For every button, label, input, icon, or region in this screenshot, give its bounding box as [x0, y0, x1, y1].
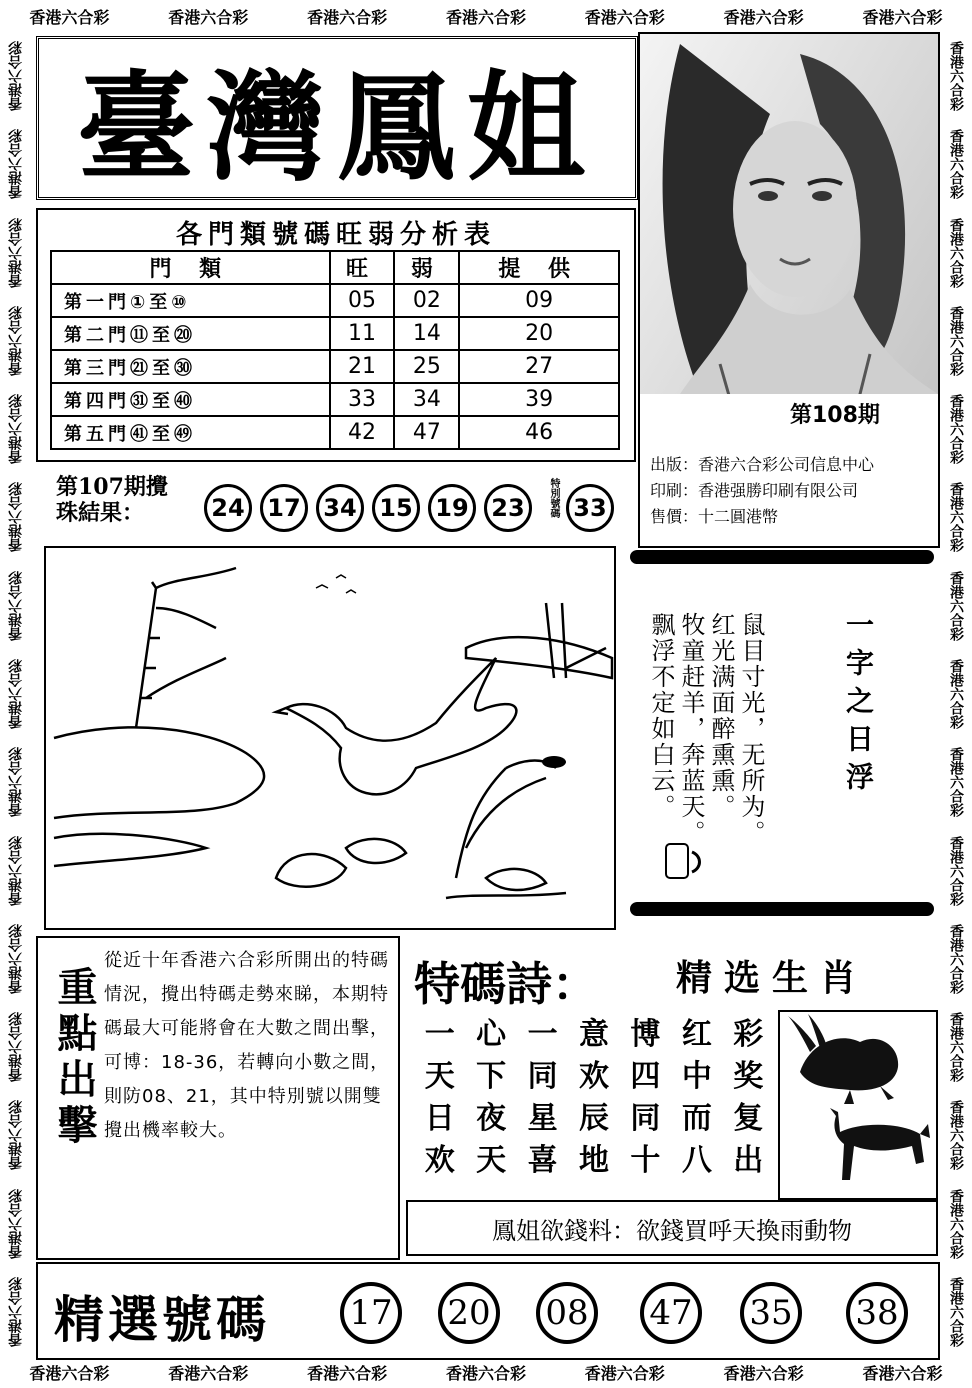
pick-ball: 38	[846, 1282, 908, 1344]
row-category: 第二門⑪至⑳	[51, 317, 330, 350]
row-offer: 09	[459, 284, 619, 317]
border-text: 香港六合彩	[8, 747, 24, 818]
poem-char: 天	[424, 1059, 455, 1094]
poem-bottom-bar	[630, 902, 934, 916]
border-text: 香港六合彩	[8, 1188, 24, 1259]
pick-ball: 17	[340, 1282, 402, 1344]
row-weak: 02	[394, 284, 459, 317]
seal-stamp-icon	[664, 842, 704, 882]
border-text: 香港六合彩	[8, 394, 24, 465]
table-row	[51, 284, 619, 317]
bird-bamboo-illustration	[46, 548, 614, 928]
previous-results-label	[56, 474, 168, 526]
border-text: 香港六合彩	[948, 305, 964, 376]
row-category: 第四門㉛至㊵	[51, 383, 330, 416]
pick-ball: 47	[640, 1282, 702, 1344]
poem-char: 出	[733, 1143, 764, 1178]
poem-char: 地	[578, 1143, 609, 1178]
row-strong: 11	[330, 317, 395, 350]
border-text: 香港六合彩	[445, 1363, 526, 1383]
border-text: 香港六合彩	[8, 217, 24, 288]
publish-line: 出版：香港六合彩公司信息中心	[650, 455, 875, 474]
poem-line: 红光满面醉熏熏。	[707, 612, 735, 820]
border-text: 香港六合彩	[584, 7, 665, 27]
poem-char: 意	[578, 1017, 609, 1052]
border-text: 香港六合彩	[862, 7, 943, 27]
row-offer: 27	[459, 350, 619, 383]
poem-char: 十	[630, 1143, 661, 1178]
header-strong: 旺	[330, 251, 395, 284]
poem-char: 星	[527, 1101, 558, 1136]
pick-ball: 08	[536, 1282, 598, 1344]
price-line: 售價：十二圓港幣	[650, 507, 779, 526]
row-category: 第五門㊶至㊾	[51, 416, 330, 449]
poem-top-bar	[630, 550, 934, 564]
special-poem-title: 特碼詩：	[414, 957, 598, 1011]
border-text: 香港六合彩	[948, 570, 964, 641]
header-weak: 弱	[394, 251, 459, 284]
table-row	[51, 317, 619, 350]
special-result-ball: 33	[566, 484, 614, 532]
poem-char: 红	[681, 1017, 712, 1052]
poem-char: 一	[527, 1017, 558, 1052]
result-ball: 19	[428, 484, 476, 532]
publisher-info	[650, 452, 874, 530]
print-line: 印刷：香港强勝印刷有限公司	[650, 481, 859, 500]
poem-char: 同	[527, 1059, 558, 1094]
analysis-table-box	[36, 208, 636, 462]
border-text: 香港六合彩	[723, 7, 804, 27]
border-text: 香港六合彩	[8, 482, 24, 553]
tip-box: 鳳姐欲錢料：欲錢買呼天換雨動物	[406, 1200, 938, 1256]
row-category: 第三門㉑至㉚	[51, 350, 330, 383]
result-ball: 17	[260, 484, 308, 532]
poem-char: 喜	[527, 1143, 558, 1178]
poem-char: 日	[424, 1101, 455, 1136]
poem-heading: 一字之日浮	[842, 610, 875, 800]
page-title: 臺灣鳳姐	[36, 36, 638, 200]
results-label-line2: 珠結果：	[56, 500, 145, 526]
poem-char: 同	[630, 1101, 661, 1136]
bottom-border-strip	[0, 1356, 972, 1388]
poem-line: 飘浮不定如白云。	[647, 612, 675, 820]
left-border-strip	[0, 32, 32, 1356]
border-text: 香港六合彩	[948, 1012, 964, 1083]
row-strong: 42	[330, 416, 395, 449]
row-weak: 34	[394, 383, 459, 416]
result-ball: 15	[372, 484, 420, 532]
result-ball: 34	[316, 484, 364, 532]
poem-char: 天	[476, 1143, 507, 1178]
border-text: 香港六合彩	[723, 1363, 804, 1383]
analysis-table	[50, 250, 620, 450]
row-weak: 25	[394, 350, 459, 383]
border-text: 香港六合彩	[948, 747, 964, 818]
row-category: 第一門①至⑩	[51, 284, 330, 317]
table-row	[51, 416, 619, 449]
poem-char: 夜	[476, 1101, 507, 1136]
row-offer: 20	[459, 317, 619, 350]
border-text: 香港六合彩	[307, 7, 388, 27]
poem-char: 八	[681, 1143, 712, 1178]
selected-numbers-label: 精選號碼	[54, 1291, 270, 1349]
pick-ball: 35	[740, 1282, 802, 1344]
poem-line: 鼠目寸光，无所为。	[737, 612, 765, 846]
table-header-row	[51, 251, 619, 284]
border-text: 香港六合彩	[948, 482, 964, 553]
poem-char: 欢	[578, 1059, 609, 1094]
poem-char: 彩	[733, 1017, 764, 1052]
row-offer: 39	[459, 383, 619, 416]
border-text: 香港六合彩	[8, 1012, 24, 1083]
border-text: 香港六合彩	[8, 1100, 24, 1171]
border-text: 香港六合彩	[8, 658, 24, 729]
border-text: 香港六合彩	[8, 923, 24, 994]
result-ball: 23	[484, 484, 532, 532]
key-hit-heading: 重點出擊	[51, 966, 97, 1150]
special-poem-grid	[414, 1017, 774, 1178]
border-text: 香港六合彩	[8, 570, 24, 641]
border-text: 香港六合彩	[948, 1276, 964, 1347]
row-strong: 33	[330, 383, 395, 416]
poem-char: 辰	[578, 1101, 609, 1136]
poem-line: 牧童赶羊，奔蓝天。	[677, 612, 705, 846]
border-text: 香港六合彩	[29, 1363, 110, 1383]
pick-ball: 20	[438, 1282, 500, 1344]
rabbit-goat-image	[780, 1012, 936, 1198]
right-border-strip	[940, 32, 972, 1356]
border-text: 香港六合彩	[29, 7, 110, 27]
top-border-strip	[0, 0, 972, 32]
border-text: 香港六合彩	[948, 217, 964, 288]
poem-char: 博	[630, 1017, 661, 1052]
border-text: 香港六合彩	[168, 7, 249, 27]
border-text: 香港六合彩	[8, 129, 24, 200]
border-text: 香港六合彩	[948, 658, 964, 729]
row-weak: 14	[394, 317, 459, 350]
zodiac-animals-panel	[778, 1010, 938, 1200]
result-ball: 24	[204, 484, 252, 532]
border-text: 香港六合彩	[862, 1363, 943, 1383]
poem-char: 奖	[733, 1059, 764, 1094]
border-text: 香港六合彩	[948, 394, 964, 465]
poem-char: 心	[476, 1017, 507, 1052]
table-row	[51, 350, 619, 383]
border-text: 香港六合彩	[948, 835, 964, 906]
border-text: 香港六合彩	[307, 1363, 388, 1383]
border-text: 香港六合彩	[948, 1188, 964, 1259]
border-text: 香港六合彩	[445, 7, 526, 27]
border-text: 香港六合彩	[8, 305, 24, 376]
special-number-label: 特別號碼	[548, 478, 559, 518]
border-text: 香港六合彩	[948, 1100, 964, 1171]
zodiac-title: 精选生肖	[676, 958, 869, 999]
issue-number: 第108期	[790, 403, 880, 428]
key-hit-text: 從近十年香港六合彩所開出的特碼情況，攪出特碼走勢來睇，本期特碼最大可能將會在大數之間出擊，可博：18-36，若轉向小數之間，則防08、21，其中特別號以開雙攪出機率較大。	[104, 950, 390, 1141]
poem-lines	[646, 612, 766, 872]
results-label-line1: 第107期攪	[56, 474, 168, 500]
poem-char: 下	[476, 1059, 507, 1094]
border-text: 香港六合彩	[168, 1363, 249, 1383]
border-text: 香港六合彩	[8, 835, 24, 906]
row-weak: 47	[394, 416, 459, 449]
row-strong: 21	[330, 350, 395, 383]
header-offer: 提 供	[459, 251, 619, 284]
border-text: 香港六合彩	[948, 923, 964, 994]
header-category: 門 類	[51, 251, 330, 284]
row-strong: 05	[330, 284, 395, 317]
poem-char: 四	[630, 1059, 661, 1094]
row-offer: 46	[459, 416, 619, 449]
border-text: 香港六合彩	[584, 1363, 665, 1383]
poem-char: 欢	[424, 1143, 455, 1178]
border-text: 香港六合彩	[8, 41, 24, 112]
analysis-table-title: 各門類號碼旺弱分析表	[175, 220, 496, 250]
poem-char: 复	[733, 1101, 764, 1136]
poem-char: 而	[681, 1101, 712, 1136]
poem-char: 中	[681, 1059, 712, 1094]
poem-char: 一	[424, 1017, 455, 1052]
illustration-panel	[44, 546, 616, 930]
table-row	[51, 383, 619, 416]
border-text: 香港六合彩	[948, 41, 964, 112]
border-text: 香港六合彩	[948, 129, 964, 200]
border-text: 香港六合彩	[8, 1276, 24, 1347]
